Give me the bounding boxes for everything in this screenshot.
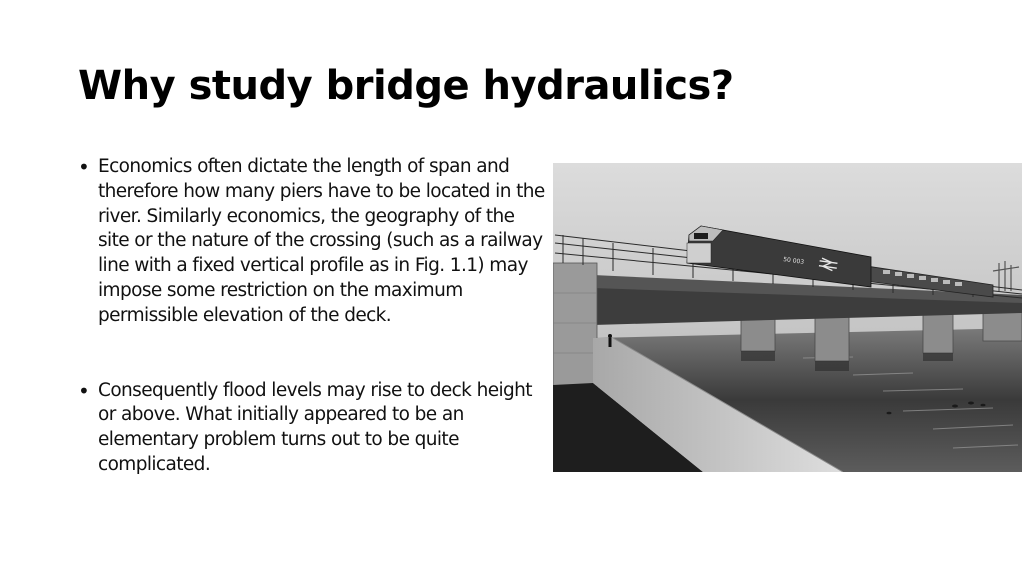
locomotive-yellow-front (687, 243, 711, 263)
bridge-photo (553, 163, 1022, 472)
bullet-item-economics (78, 155, 548, 329)
person-figure (608, 334, 612, 347)
bullet-text: Consequently flood levels may rise to deck height or above. What initially appeared to be an elementary problem turns out to be quite complicated. (98, 379, 532, 475)
locomotive-windshield (694, 233, 708, 239)
bullet-marker: • (78, 378, 90, 403)
left-abutment (553, 263, 597, 387)
bullet-marker: • (78, 155, 90, 179)
locomotive-number: 50 003 (782, 256, 805, 266)
bullet-text: Economics often dictate the length of span and therefore how many piers have to be located in the river. Similarly economics, the geography of the site or the nature of the crossing (such as a railway line with a fixed vertical profile as in Fig. 1.1) may impose some restriction on the maximum permissible elevation of the deck. (98, 156, 545, 326)
bullet-item-flood-levels (78, 379, 548, 478)
bridge-photo-illustration (553, 163, 1022, 472)
slide-title: Why study bridge hydraulics? (78, 63, 734, 109)
bullet-list (78, 155, 548, 478)
